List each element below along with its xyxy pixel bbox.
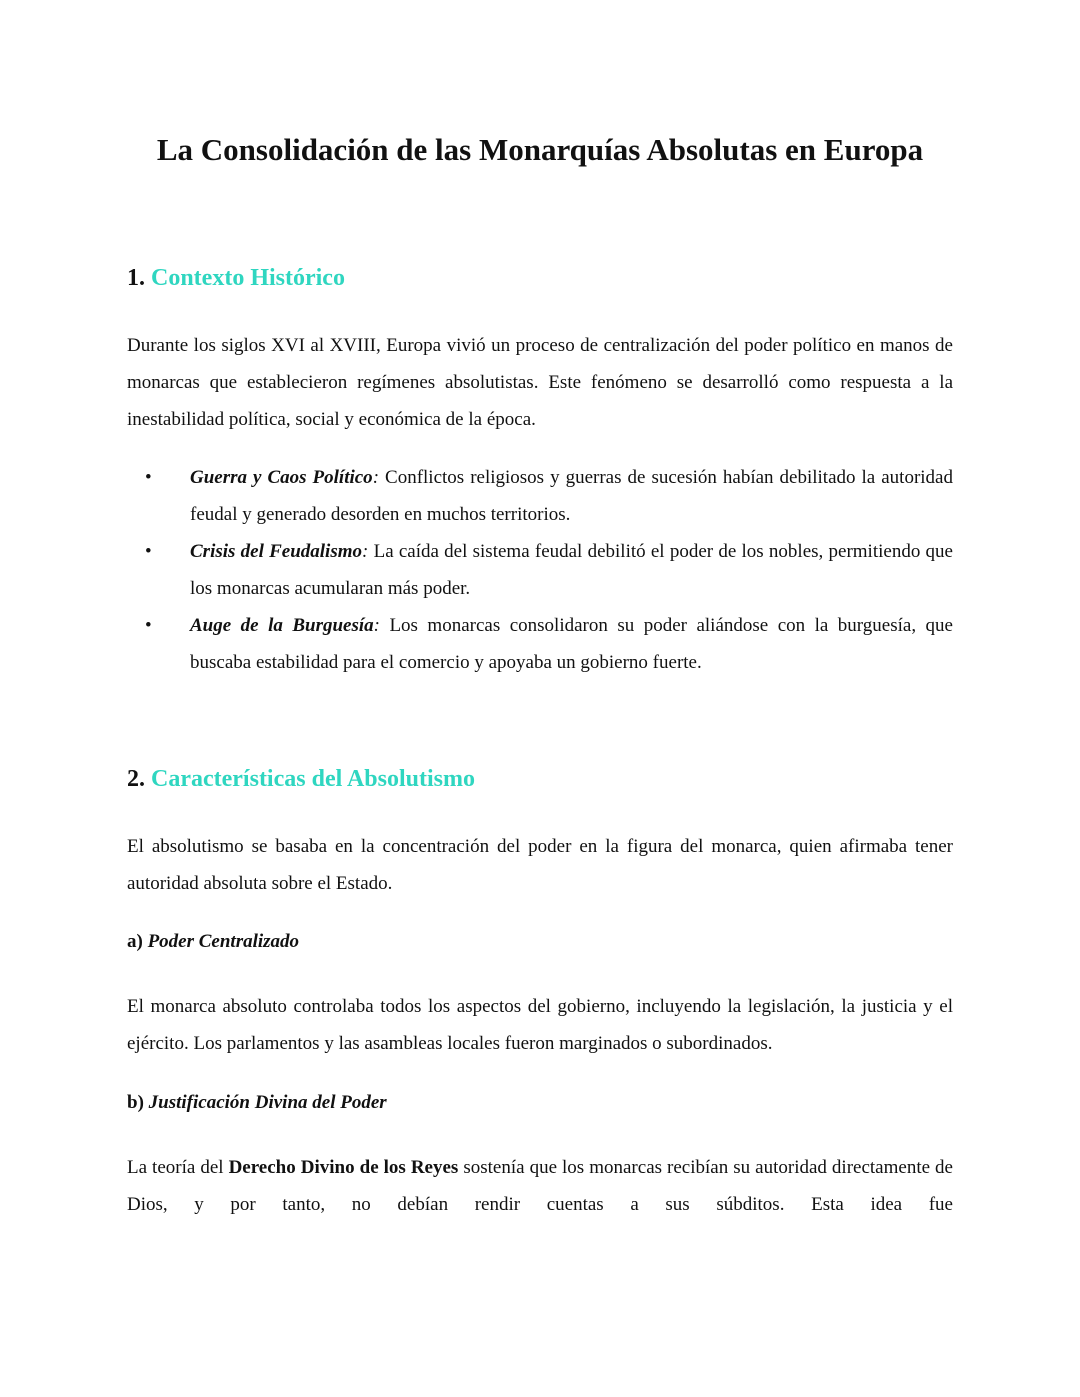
text: sostenía que los monarcas recibían su autoridad directamente de Dios, y por tanto, no debían rendir cuentas a sus súbditos. Esta idea fue — [127, 1157, 953, 1215]
bullet-term: Guerra y Caos Político — [190, 467, 373, 488]
bullet-list — [127, 459, 953, 681]
subheading-a — [127, 923, 953, 960]
paragraph: El absolutismo se basaba en la concentración del poder en la figura del monarca, quien afirmaba tener autoridad absoluta sobre el Estado. — [127, 836, 953, 894]
bullet-term: Auge de la Burguesía — [190, 615, 374, 636]
subheading-label: a) — [127, 931, 143, 952]
bullet-icon: • — [145, 467, 152, 488]
bullet-text: Conflictos religiosos y guerras de sucesión habían debilitado la autoridad feudal y generado desorden en muchos territorios. — [190, 467, 953, 525]
subheading-label: b) — [127, 1092, 144, 1113]
section-number: 2. — [127, 766, 145, 792]
subheading-title: Poder Centralizado — [147, 931, 300, 952]
subheading-b — [127, 1084, 953, 1121]
page-title: La Consolidación de las Monarquías Absolutas en Europa — [156, 132, 924, 167]
bullet-term: Crisis del Feudalismo — [190, 541, 363, 562]
bullet-icon: • — [145, 541, 152, 562]
text: La teoría del — [127, 1157, 229, 1178]
paragraph: El monarca absoluto controlaba todos los aspectos del gobierno, incluyendo la legislación, la justicia y el ejército. Los parlamentos y las asambleas locales fueron marginados o subordinados. — [127, 996, 953, 1054]
bullet-text: La caída del sistema feudal debilitó el poder de los nobles, permitiendo que los monarcas acumularan más poder. — [190, 541, 953, 599]
bullet-icon: • — [145, 615, 152, 636]
bullet-text: Los monarcas consolidaron su poder aliándose con la burguesía, que buscaba estabilidad para el comercio y apoyaba un gobierno fuerte. — [190, 615, 953, 673]
section-heading-2 — [127, 763, 953, 795]
list-item: • Auge de la Burguesía: Los monarcas consolidaron su poder aliándose con la burguesía, que buscaba estabilidad para el comercio y apoyaba un gobierno fuerte. — [127, 607, 953, 681]
paragraph: Durante los siglos XVI al XVIII, Europa vivió un proceso de centralización del poder político en manos de monarcas que establecieron regímenes absolutistas. Este fenómeno se desarrolló como respuesta a la inestabilidad política, social y económica de la época. — [127, 335, 953, 430]
section-number: 1. — [127, 265, 145, 291]
paragraph — [127, 1149, 953, 1223]
list-item: • Guerra y Caos Político: Conflictos religiosos y guerras de sucesión habían debilitado la autoridad feudal y generado desorden en muchos territorios. — [127, 459, 953, 533]
section-title: Características del Absolutismo — [151, 766, 475, 792]
section-heading-1 — [127, 262, 953, 294]
bold-term: Derecho Divino de los Reyes — [228, 1157, 459, 1178]
list-item: • Crisis del Feudalismo: La caída del sistema feudal debilitó el poder de los nobles, permitiendo que los monarcas acumularan más poder. — [127, 533, 953, 607]
section-title: Contexto Histórico — [151, 265, 345, 291]
subheading-title: Justificación Divina del Poder — [148, 1092, 387, 1113]
